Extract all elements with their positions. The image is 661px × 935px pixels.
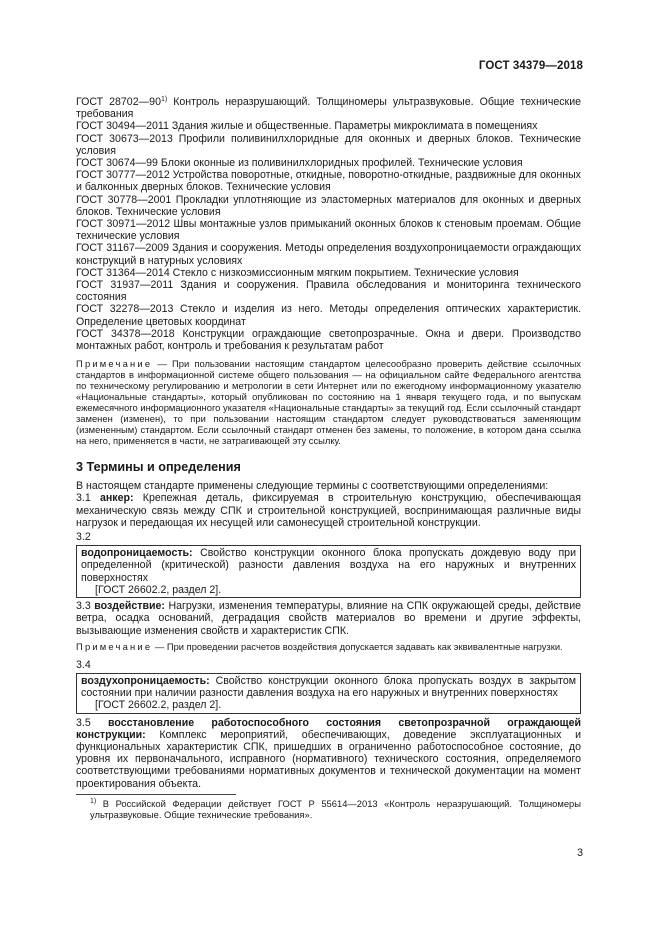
reference-item	[76, 218, 581, 242]
reference-title: Прокладки уплотняющие из эластомерных материалов для оконных и дверных блоков. Технические условия	[76, 193, 581, 218]
term-definition: Комплекс мероприятий, обеспечивающих, доведение эксплуатационных и функциональных характеристик СПК, пришедших в ограниченно работоспособное состояние, до уровня их первоначального, исправного (нормативного) технического состояния, определяемого соответствующими требованиями нормативных документов и технической документации на момент проектирования объекта.	[76, 728, 581, 790]
reference-title: Контроль неразрушающий. Толщиномеры ультразвуковые. Общие технические требования	[76, 96, 582, 121]
term-3-3	[76, 600, 581, 637]
footnote-rule	[76, 794, 236, 795]
reference-title: Здания и сооружения. Методы определения воздухопроницаемости ограждающих конструкций в натурных условиях	[76, 242, 581, 267]
reference-item	[76, 194, 581, 218]
reference-code: ГОСТ 30971—2012	[76, 218, 171, 231]
reference-code: ГОСТ 34378—2018	[76, 327, 175, 340]
term-name: воздухопроницаемость:	[81, 674, 210, 687]
reference-title: Устройства поворотные, откидные, поворотно-откидные, раздвижные для оконных и балконных дверных блоков. Технические условия	[76, 169, 581, 194]
note-text: — При проведении расчетов воздействия допускается задавать как эквивалентные нагрузки.	[152, 640, 563, 652]
reference-code: ГОСТ 30494—2011	[76, 120, 169, 133]
note-text: — При пользовании настоящим стандартом целесообразно проверить действие ссылочных стандартов в информационной системе общего пользования — на официальном сайте Федерального агентства по техническому регулированию и метрологии в сети Интернет или по ежегодному информационному указателю «Национальные стандарты», который опубликован по состоянию на 1 января текущего года, и по выпускам ежемесячного информационного указателя «Национальные стандарты» за текущий год. Если ссылочный стандарт заменен (изменен), то при пользовании настоящим стандартом следует руководствоваться заменяющим (измененным) стандартом. Если ссылочный стандарт отменен без замены, то положение, в котором дана ссылка на него, применяется в части, не затрагивающей эту ссылку.	[76, 358, 581, 447]
reference-item	[76, 303, 581, 327]
term-number: 3.5	[76, 716, 109, 729]
note-label: Примечание	[76, 640, 153, 652]
reference-item	[76, 120, 581, 132]
term-3-2-source: [ГОСТ 26602.2, раздел 2].	[95, 583, 222, 596]
term-3-4-source: [ГОСТ 26602.2, раздел 2].	[95, 699, 222, 712]
term-definition: Крепежная деталь, фиксируемая в строительную конструкцию, обеспечивающая механическую связь между СПК и строительной конструкцией, воспринимающая различные виды нагрузок и передающая их несущей или самонесущей строительной конструкции.	[76, 492, 582, 529]
term-number: 3.3	[76, 600, 95, 613]
reference-code: ГОСТ 30674—99	[76, 157, 158, 170]
section-intro	[76, 480, 581, 492]
reference-item	[76, 169, 581, 193]
term-3-2	[81, 547, 576, 584]
page-content	[76, 96, 581, 820]
reference-title: Стекло с низкоэмиссионным мягким покрытием. Технические условия	[169, 266, 519, 279]
term-3-4-box	[76, 673, 581, 714]
page-number: 3	[577, 847, 583, 859]
footnote	[76, 798, 581, 820]
normative-references-list	[76, 96, 581, 352]
term-3-1	[76, 492, 581, 529]
term-name: водопроницаемость:	[81, 547, 193, 560]
term-3-4-number: 3.4	[76, 658, 91, 671]
term-3-4	[81, 675, 576, 699]
term-3-2-box	[76, 545, 581, 598]
reference-title: Здания жилые и общественные. Параметры микроклимата в помещениях	[168, 120, 538, 133]
footnote-marker: 1)	[90, 797, 97, 805]
reference-code: ГОСТ 30778—2001	[76, 193, 172, 206]
reference-item	[76, 96, 581, 120]
reference-title: Профили поливинилхлоридные для оконных и дверных блоков. Технические условия	[76, 132, 582, 157]
references-note	[76, 358, 581, 446]
term-3-3-note	[76, 641, 581, 652]
intro-text: В настоящем стандарте применены следующие термины с соответствующими определениями:	[76, 480, 549, 493]
term-definition: Свойство конструкции оконного блока пропускать воздух в закрытом состоянии при наличии разности давления воздуха на его наружных и внутренних поверхностях	[81, 674, 576, 700]
reference-item	[76, 133, 581, 157]
term-definition: Свойство конструкции оконного блока пропускать дождевую воду при определенной (критической) разности давления воздуха на его наружных и внутренних поверхностях	[81, 547, 576, 584]
reference-item	[76, 157, 581, 169]
footnote-marker: 1)	[160, 96, 168, 103]
term-name: анкер:	[100, 492, 134, 505]
reference-title: Здания и сооружения. Правила обследования и мониторинга технического состояния	[76, 279, 581, 304]
reference-code: ГОСТ 32278—2013	[76, 303, 174, 316]
reference-item	[76, 328, 581, 352]
term-definition: Нагрузки, изменения температуры, влияние на СПК окружающей среды, действие ветра, осадка оснований, деградация свойств материалов во времени и другие эффекты, вызывающие изменения свойств и характеристик СПК.	[76, 600, 581, 637]
reference-title: Стекло и изделия из него. Методы определения оптических характеристик. Определение цветовых координат	[76, 303, 582, 328]
reference-code: ГОСТ 30673—2013	[76, 132, 173, 145]
term-3-2-number: 3.2	[76, 531, 91, 544]
document-code-header: ГОСТ 34379—2018	[478, 60, 583, 72]
reference-item	[76, 279, 581, 303]
reference-item	[76, 267, 581, 279]
reference-title: Блоки оконные из поливинилхлоридных профилей. Технические условия	[157, 157, 523, 170]
reference-title: Швы монтажные узлов примыканий оконных блоков к стеновым проемам. Общие технические условия	[76, 218, 581, 243]
reference-item	[76, 242, 581, 266]
footnote-text: В Российской Федерации действует ГОСТ Р 55614—2013 «Контроль неразрушающий. Толщиномеры ультразвуковые. Общие технические требования».	[90, 797, 581, 820]
note-label: Примечание	[76, 358, 153, 370]
section-title: 3 Термины и определения	[76, 460, 241, 475]
reference-code: ГОСТ 28702—90	[76, 96, 161, 108]
reference-code: ГОСТ 31167—2009	[76, 242, 170, 255]
term-3-5	[76, 717, 581, 790]
reference-code: ГОСТ 30777—2012	[76, 169, 170, 182]
term-name: восстановление работоспособного состояния светопрозрачной ограждающей конструкции:	[76, 716, 582, 741]
reference-code: ГОСТ 31364—2014	[76, 266, 170, 279]
reference-code: ГОСТ 31937—2011	[76, 279, 174, 292]
reference-title: Конструкции ограждающие светопрозрачные. Окна и двери. Производство монтажных работ, контроль и требования к результатам работ	[76, 327, 582, 353]
term-name: воздействие:	[94, 600, 165, 613]
term-number: 3.1	[76, 492, 101, 505]
